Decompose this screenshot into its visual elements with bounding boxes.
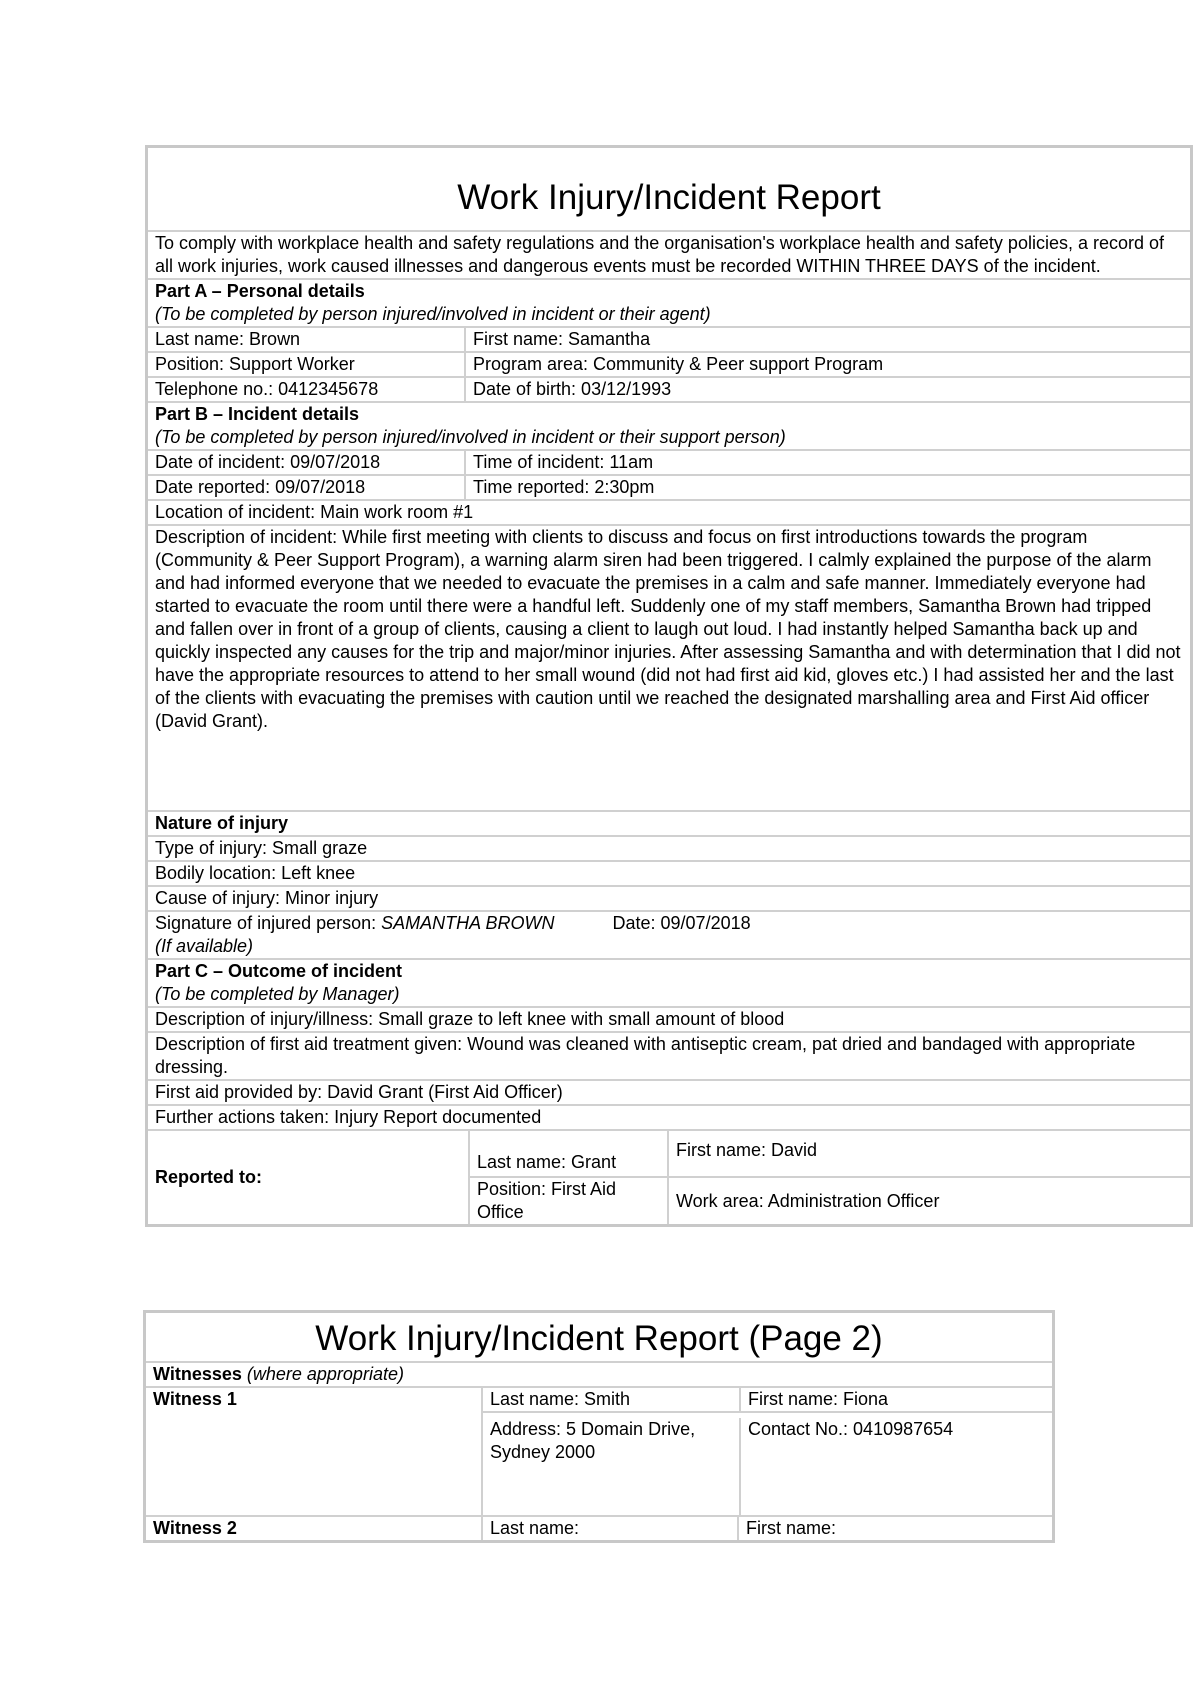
bodily-location-row — [148, 862, 1190, 887]
location-row — [148, 501, 1190, 526]
cause-row — [148, 887, 1190, 912]
reported-to-label: Reported to: — [155, 1167, 262, 1187]
name-row — [148, 328, 1190, 353]
signature-row — [148, 912, 1190, 960]
provided-by-row — [148, 1081, 1190, 1106]
witnesses-header — [146, 1363, 1052, 1386]
part-a-heading: Part A – Personal details — [155, 281, 365, 301]
witness-1-contact: Contact No.: 0410987654 — [739, 1418, 1052, 1515]
witness-2-last-name: Last name: — [481, 1517, 737, 1540]
part-a-subheading: (To be completed by person injured/involved in incident or their agent) — [155, 304, 711, 324]
reported-work-area: Work area: Administration Officer — [667, 1178, 1190, 1224]
part-b-header-row — [148, 403, 1190, 451]
program-area-field: Program area: Community & Peer support Program — [464, 353, 1190, 376]
incident-report-form — [145, 145, 1193, 1227]
contact-row — [148, 378, 1190, 403]
witnesses-note: (where appropriate) — [241, 1364, 404, 1384]
first-name-field: First name: Samantha — [464, 328, 1190, 351]
incident-date-row — [148, 451, 1190, 476]
intro-text: To comply with workplace health and safety regulations and the organisation's workplace health and safety policies, a record of all work injuries, work caused illnesses and dangerous events must be recorded WITHIN THREE DAYS of the incident. — [155, 233, 1165, 276]
title-row — [148, 148, 1190, 232]
nature-heading: Nature of injury — [155, 813, 289, 833]
position-row — [148, 353, 1190, 378]
first-aid-description-field: Description of first aid treatment given: Wound was cleaned with antiseptic cream, pat dried and bandaged with appropriate dressing. — [155, 1034, 1136, 1077]
further-actions-field: Further actions taken: Injury Report documented — [155, 1107, 542, 1127]
reported-date-row — [148, 476, 1190, 501]
nature-header-row — [148, 812, 1190, 837]
incident-report-page-2 — [143, 1310, 1055, 1543]
first-aid-desc-row — [148, 1033, 1190, 1081]
time-reported-field: Time reported: 2:30pm — [464, 476, 1190, 499]
last-name-field: Last name: Brown — [155, 329, 301, 349]
dob-field: Date of birth: 03/12/1993 — [464, 378, 1190, 401]
witness-2-first-name: First name: — [737, 1517, 1052, 1540]
date-reported-field: Date reported: 09/07/2018 — [155, 477, 366, 497]
injury-type-field: Type of injury: Small graze — [155, 838, 368, 858]
signature-date: Date: 09/07/2018 — [612, 913, 751, 933]
intro-row — [148, 232, 1190, 280]
part-b-header — [148, 403, 1190, 449]
page2-title: Work Injury/Incident Report (Page 2) — [315, 1319, 883, 1358]
incident-description: Description of incident: While first meeting with clients to discuss and focus on first introductions towards the program (Community & Peer Support Program), a warning alarm siren had been triggered. I calmly explained the purpose of the alarm and had informed everyone that we needed to evacuate the premises in a calm and safe manner. Immediately everyone had started to evacuate the room until there were a handful left. Suddenly one of my staff members, Samantha Brown had tripped and fallen over in front of a group of clients, causing a client to laugh out loud. I had instantly helped Samantha back up and quickly inspected any causes for the trip and major/minor injuries. After assessing Samantha and with determination that I did not have the appropriate resources to attend to her small wound (did not had first aid kid, gloves etc.) I had assisted her and the last of the clients with evacuating the premises with caution until we reached the designated marshalling area and First Aid officer (David Grant). — [155, 527, 1181, 731]
date-of-incident-field: Date of incident: 09/07/2018 — [155, 452, 381, 472]
witnesses-heading: Witnesses — [153, 1364, 242, 1384]
part-c-header-row — [148, 960, 1190, 1008]
witness-1-address: Address: 5 Domain Drive, Sydney 2000 — [490, 1419, 696, 1462]
part-c-heading: Part C – Outcome of incident — [155, 961, 403, 981]
witness-1-label: Witness 1 — [153, 1389, 237, 1409]
signature-line — [155, 912, 1183, 935]
signature-label: Signature of injured person: — [155, 913, 382, 933]
page2-title-row — [146, 1313, 1052, 1363]
reported-position: Position: First Aid Office — [477, 1179, 617, 1222]
injury-description-field: Description of injury/illness: Small graze to left knee with small amount of blood — [155, 1009, 785, 1029]
reported-to-name-row — [470, 1131, 1190, 1176]
witness-1-grid — [481, 1388, 1052, 1515]
witnesses-header-row — [146, 1363, 1052, 1388]
telephone-field: Telephone no.: 0412345678 — [155, 379, 379, 399]
location-field: Location of incident: Main work room #1 — [155, 502, 474, 522]
witness-2-row — [146, 1517, 1052, 1540]
witness-1-contact-row — [483, 1411, 1052, 1515]
witness-1-name-row — [483, 1388, 1052, 1411]
part-b-subheading: (To be completed by person injured/involved in incident or their support person) — [155, 427, 786, 447]
reported-last-name: Last name: Grant — [477, 1152, 617, 1172]
reported-first-name: First name: David — [667, 1131, 1190, 1176]
reported-to-grid — [468, 1131, 1190, 1224]
signature-value: SAMANTHA BROWN — [381, 913, 555, 933]
part-b-heading: Part B – Incident details — [155, 404, 360, 424]
witness-1-row — [146, 1388, 1052, 1517]
further-actions-row — [148, 1106, 1190, 1131]
part-c-header — [148, 960, 1190, 1006]
part-a-header — [148, 280, 1190, 326]
part-a-header-row — [148, 280, 1190, 328]
injury-type-row — [148, 837, 1190, 862]
witness-1-first-name: First name: Fiona — [739, 1388, 1052, 1411]
description-row — [148, 526, 1190, 812]
witness-2-label: Witness 2 — [153, 1518, 237, 1538]
report-title: Work Injury/Incident Report — [457, 178, 881, 217]
injury-desc-row — [148, 1008, 1190, 1033]
witness-1-last-name: Last name: Smith — [490, 1389, 631, 1409]
signature-block — [148, 912, 1190, 958]
part-c-subheading: (To be completed by Manager) — [155, 984, 400, 1004]
first-aid-provided-by-field: First aid provided by: David Grant (First Aid Officer) — [155, 1082, 563, 1102]
time-of-incident-field: Time of incident: 11am — [464, 451, 1190, 474]
bodily-location-field: Bodily location: Left knee — [155, 863, 356, 883]
reported-to-row — [148, 1131, 1190, 1224]
reported-to-position-row — [470, 1176, 1190, 1224]
position-field: Position: Support Worker — [155, 354, 355, 374]
cause-field: Cause of injury: Minor injury — [155, 888, 379, 908]
if-available-note: (If available) — [155, 936, 254, 956]
